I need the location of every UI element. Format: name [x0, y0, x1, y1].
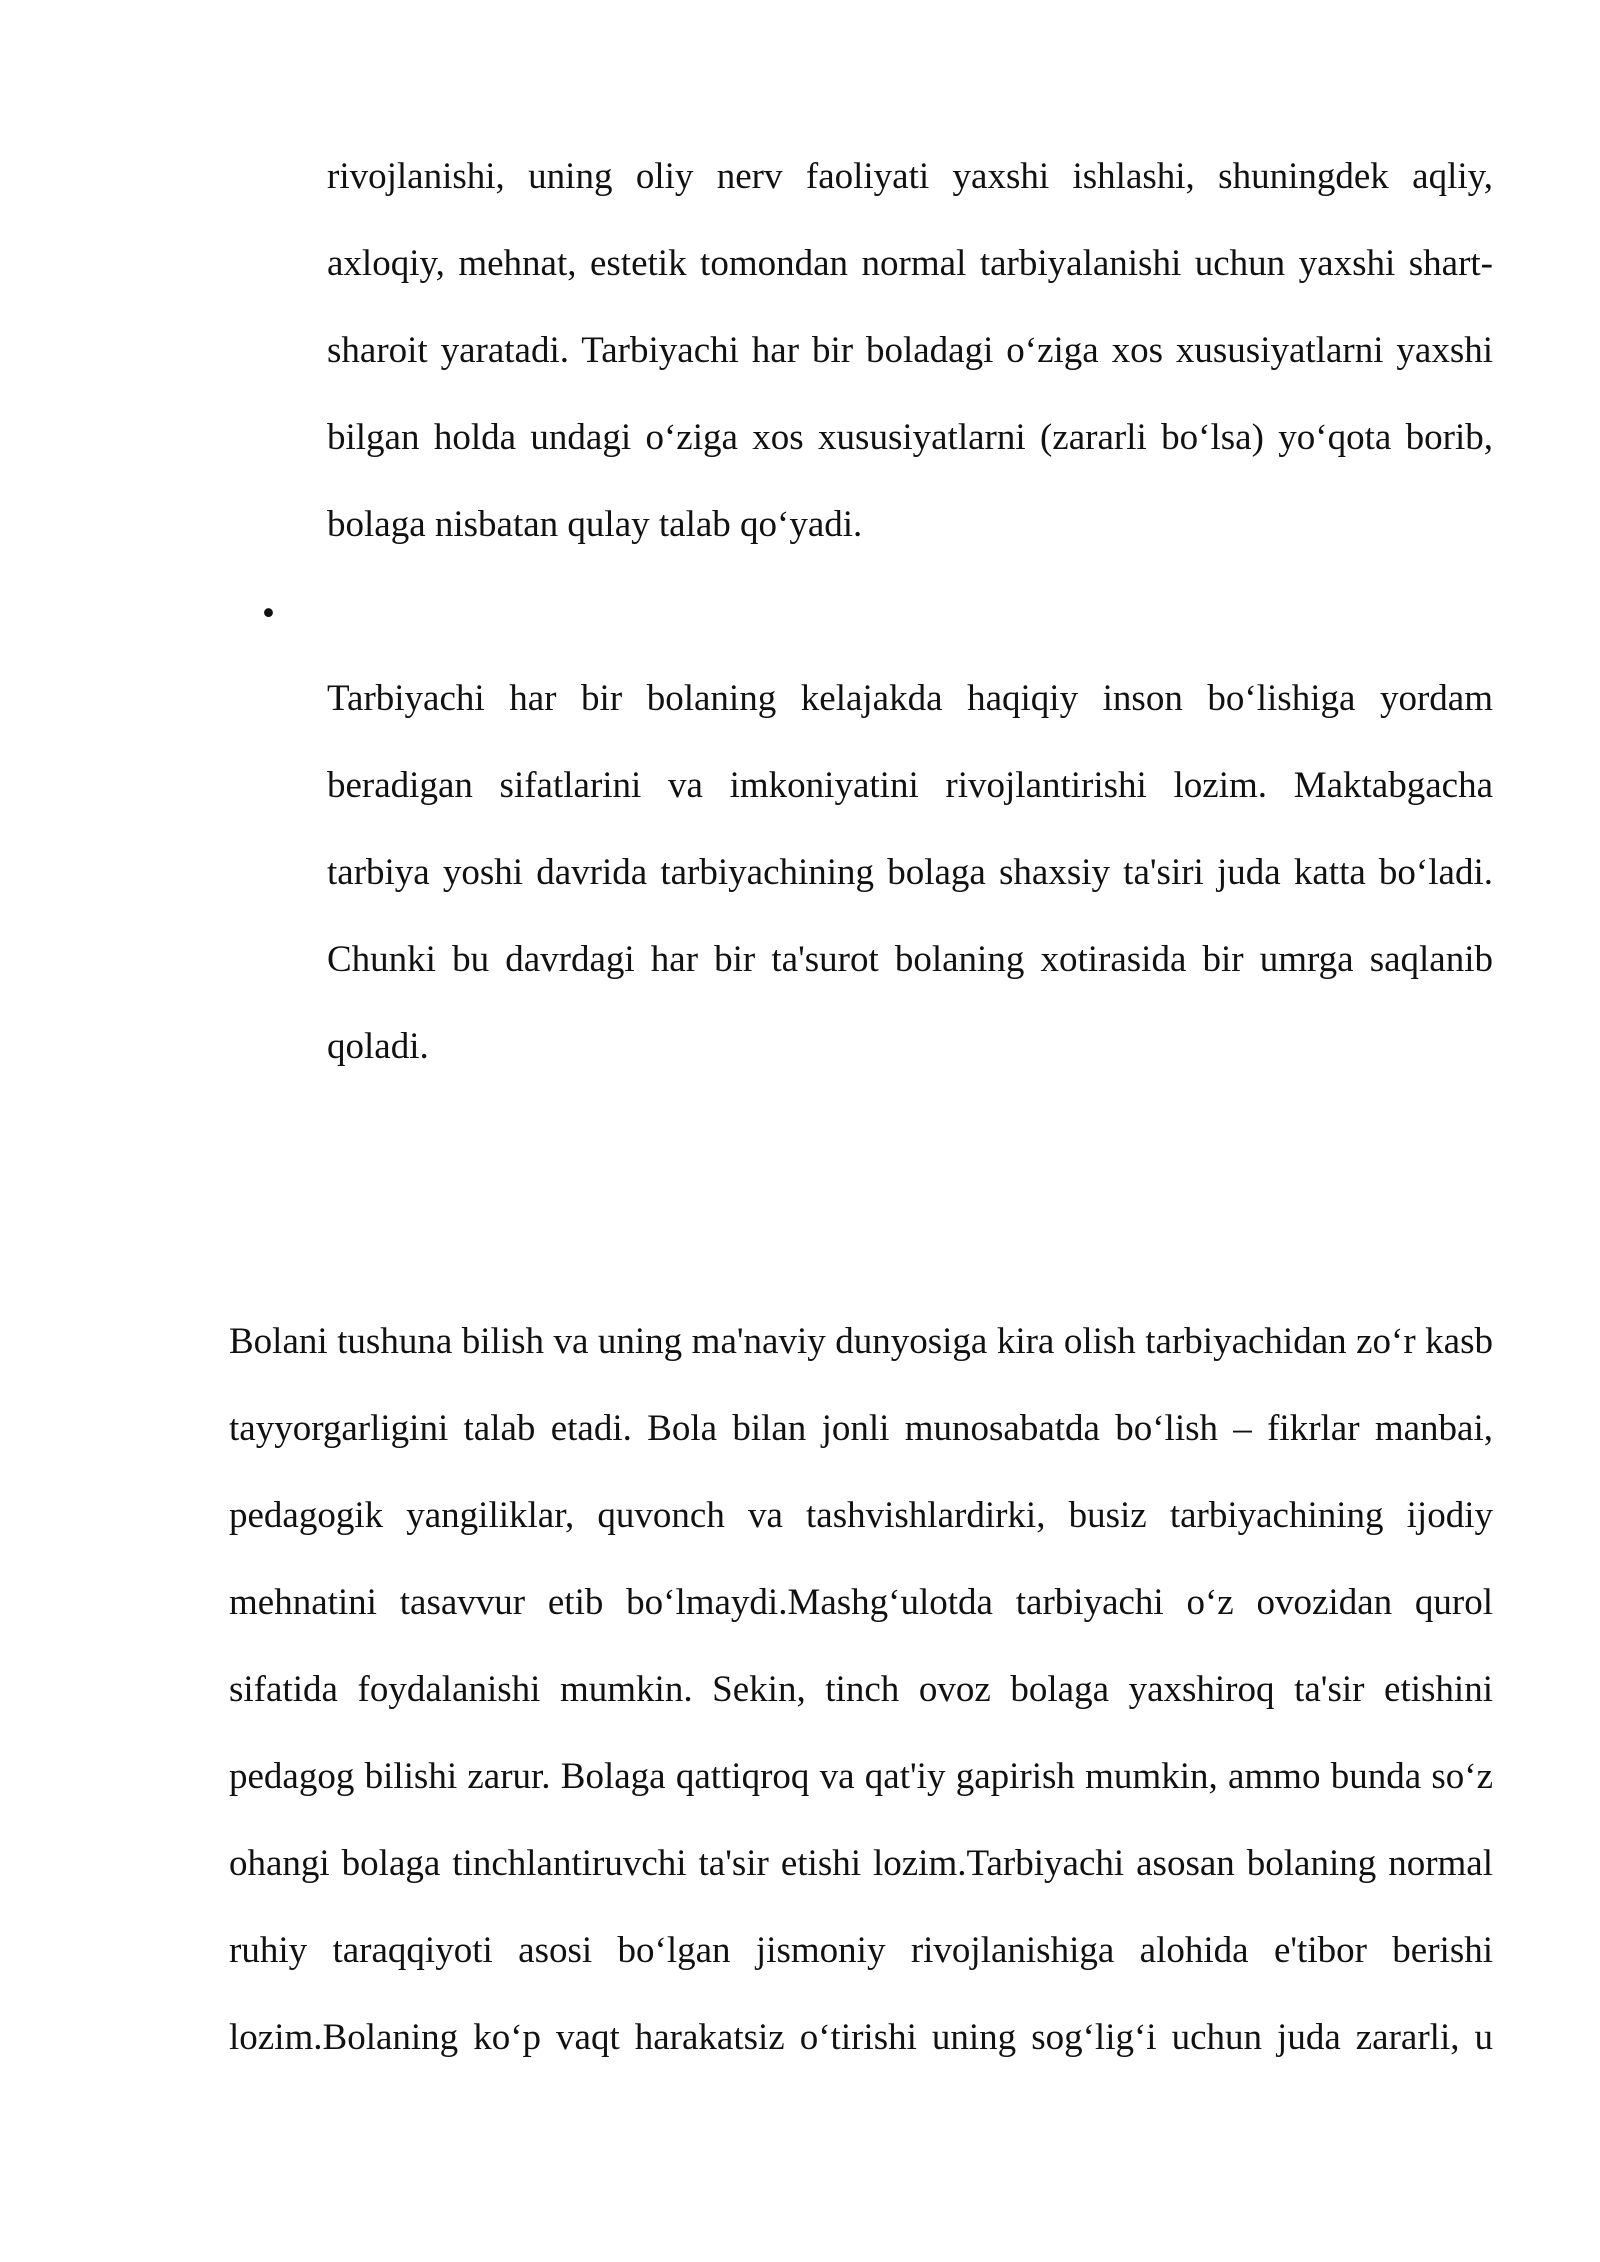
body-text-line: ohangi bolaga tinchlantiruvchi ta'sir etishi lozim.Tarbiyachi asosan bolaning normal [229, 1843, 1493, 1884]
body-text-line: beradigan sifatlarini va imkoniyatini rivojlantirishi lozim. Maktabgacha [327, 765, 1493, 806]
paragraph-2 [327, 655, 1493, 1090]
body-text-line: mehnatini tasavvur etib bo‘lmaydi.Mashg‘ulotda tarbiyachi o‘z ovozidan qurol [229, 1582, 1493, 1623]
body-text-line: sharoit yaratadi. Tarbiyachi har bir boladagi o‘ziga xos xususiyatlarni yaxshi [327, 330, 1493, 371]
body-text-line: ruhiy taraqqiyoti asosi bo‘lgan jismoniy rivojlanishiga alohida e'tibor berishi [229, 1930, 1493, 1971]
list-bullet: • [262, 593, 275, 634]
paragraph-1 [327, 133, 1493, 568]
body-text-line: axloqiy, mehnat, estetik tomondan normal tarbiyalanishi uchun yaxshi shart- [327, 243, 1493, 284]
body-text-line: qoladi. [327, 1026, 429, 1067]
body-text-line: Chunki bu davrdagi har bir ta'surot bolaning xotirasida bir umrga saqlanib [327, 939, 1493, 980]
body-text-line: bilgan holda undagi o‘ziga xos xususiyatlarni (zararli bo‘lsa) yo‘qota borib, [327, 417, 1493, 458]
body-text-line: bolaga nisbatan qulay talab qo‘yadi. [327, 504, 863, 545]
body-text-line: lozim.Bolaning ko‘p vaqt harakatsiz o‘tirishi uning sog‘lig‘i uchun juda zararli, u [229, 2017, 1493, 2058]
body-text-line: pedagogik yangiliklar, quvonch va tashvishlardirki, busiz tarbiyachining ijodiy [229, 1495, 1493, 1536]
body-text-line: Tarbiyachi har bir bolaning kelajakda haqiqiy inson bo‘lishiga yordam [327, 678, 1493, 719]
body-text-line: pedagog bilishi zarur. Bolaga qattiqroq va qat'iy gapirish mumkin, ammo bunda so‘z [229, 1756, 1493, 1797]
paragraph-3 [229, 1298, 1493, 2081]
body-text-line: tarbiya yoshi davrida tarbiyachining bolaga shaxsiy ta'siri juda katta bo‘ladi. [327, 852, 1493, 893]
body-text-line: tayyorgarligini talab etadi. Bola bilan jonli munosabatda bo‘lish – fikrlar manbai, [229, 1408, 1493, 1449]
body-text-line: Bolani tushuna bilish va uning ma'naviy dunyosiga kira olish tarbiyachidan zo‘r kasb [229, 1321, 1493, 1362]
body-text-line: rivojlanishi, uning oliy nerv faoliyati yaxshi ishlashi, shuningdek aqliy, [327, 156, 1493, 197]
body-text-line: sifatida foydalanishi mumkin. Sekin, tinch ovoz bolaga yaxshiroq ta'sir etishini [229, 1669, 1493, 1710]
